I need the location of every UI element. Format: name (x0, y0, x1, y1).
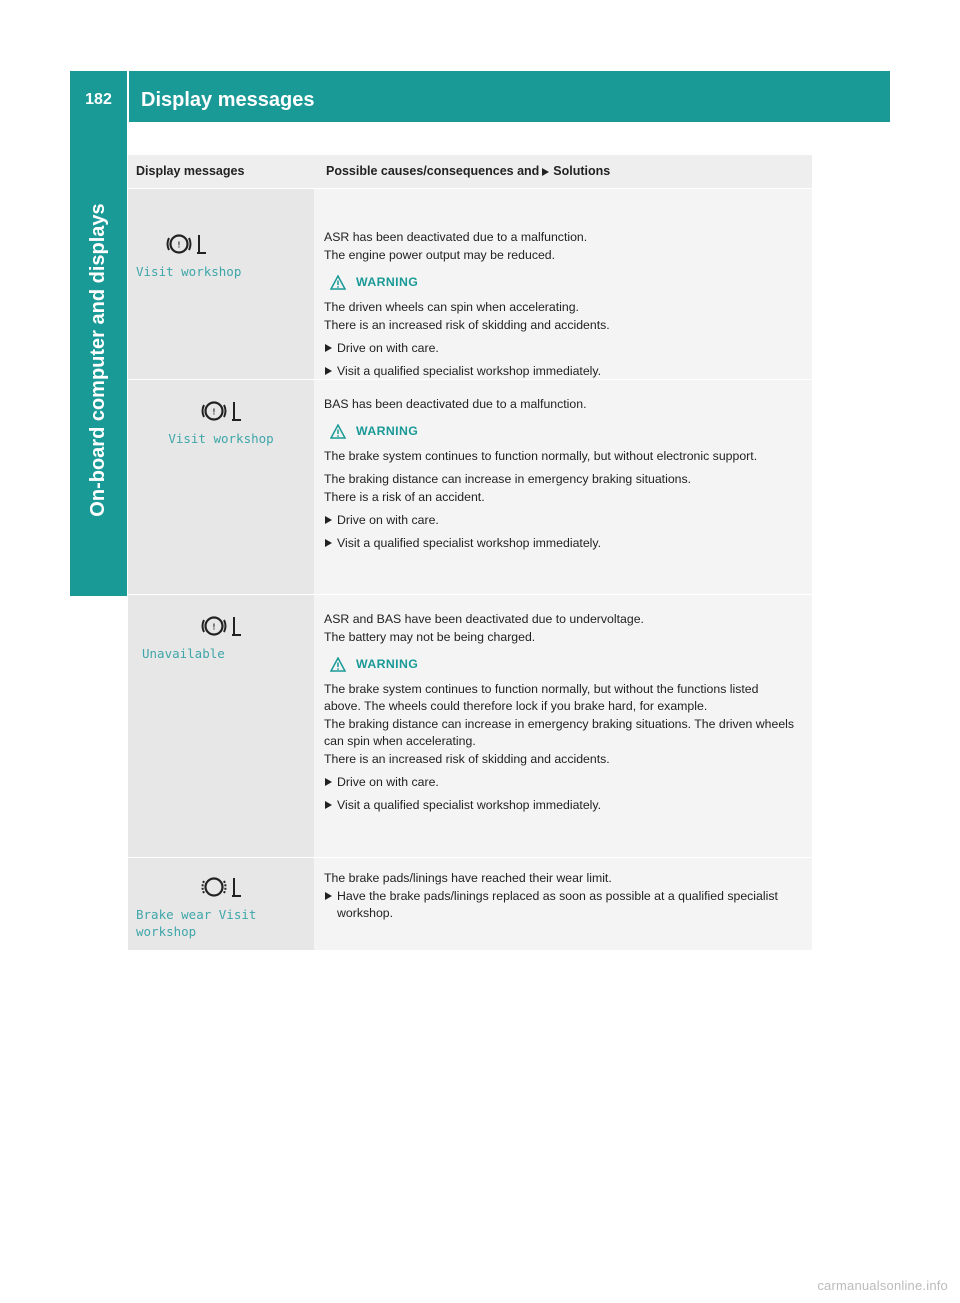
warning-heading: WARNING (330, 274, 798, 291)
display-text: Visit workshop (136, 264, 242, 279)
display-text: workshop (136, 924, 197, 939)
display-text: Unavailable (142, 646, 225, 661)
warning-icon (330, 275, 346, 290)
causes-cell: ASR and BAS have been deactivated due to undervoltage. The battery may not be being charged. WARNING The brake system continues to function normally, but without the functions listed above. The wheels could therefore lock if you brake hard, for example. The braking distance can increase in emergency braking situations. The driven wheels can spin when accelerating. There is an increased risk of skidding and accidents. Drive on with care. Visit a qualified specialist workshop immediately. (314, 595, 812, 857)
display-text: Visit workshop (168, 431, 274, 446)
page-title: Display messages (141, 89, 315, 111)
display-message-cell (128, 380, 314, 594)
causes-cell: The brake pads/linings have reached their wear limit. Have the brake pads/linings replaced as soon as possible at a qualified specialist workshop. (314, 858, 812, 950)
display-message-cell (128, 595, 314, 857)
side-tab-label: On-board computer and displays (87, 203, 109, 517)
display-text: Brake wear Visit (136, 907, 257, 922)
table-row (128, 857, 812, 950)
svg-text:!: ! (212, 407, 216, 417)
abs-brake-icon (136, 229, 306, 263)
causes-cell: ASR has been deactivated due to a malfunction. The engine power output may be reduced. WARNING The driven wheels can spin when accelerating. There is an increased risk of skidding and accidents. Drive on with care. Visit a qualified specialist workshop immediately. (314, 189, 812, 379)
warning-icon (330, 657, 346, 672)
abs-brake-icon (136, 396, 306, 430)
step-item: Visit a qualified specialist workshop immediately. (324, 535, 798, 552)
header-divider (127, 71, 129, 122)
svg-text:!: ! (212, 622, 216, 632)
col-header-display-messages: Display messages (136, 164, 245, 178)
step-arrow-icon (542, 168, 549, 176)
brake-pad-icon (136, 872, 306, 906)
table-row (128, 188, 812, 379)
step-item: Have the brake pads/linings replaced as soon as possible at a qualified specialist workshop. (324, 888, 798, 922)
table-header (128, 155, 812, 188)
svg-text:!: ! (177, 240, 181, 250)
col-header-causes: Possible causes/consequences and Solutions (326, 164, 611, 178)
causes-cell: BAS has been deactivated due to a malfunction. WARNING The brake system continues to function normally, but without electronic support. The braking distance can increase in emergency braking situations. There is a risk of an accident. Drive on with care. Visit a qualified specialist workshop immediately. (314, 380, 812, 594)
display-message-cell (128, 858, 314, 950)
table-row (128, 594, 812, 857)
watermark: carmanualsonline.info (817, 1278, 948, 1293)
display-message-cell (128, 189, 314, 379)
table-row (128, 379, 812, 594)
warning-heading: WARNING (330, 423, 798, 440)
step-item: Drive on with care. (324, 512, 798, 529)
abs-brake-icon (136, 611, 306, 645)
messages-table (128, 155, 812, 950)
page-number: 182 (85, 91, 112, 108)
warning-icon (330, 424, 346, 439)
step-item: Drive on with care. (324, 774, 798, 791)
warning-heading: WARNING (330, 656, 798, 673)
step-item: Drive on with care. (324, 340, 798, 357)
step-item: Visit a qualified specialist workshop immediately. (324, 363, 798, 380)
step-item: Visit a qualified specialist workshop immediately. (324, 797, 798, 814)
